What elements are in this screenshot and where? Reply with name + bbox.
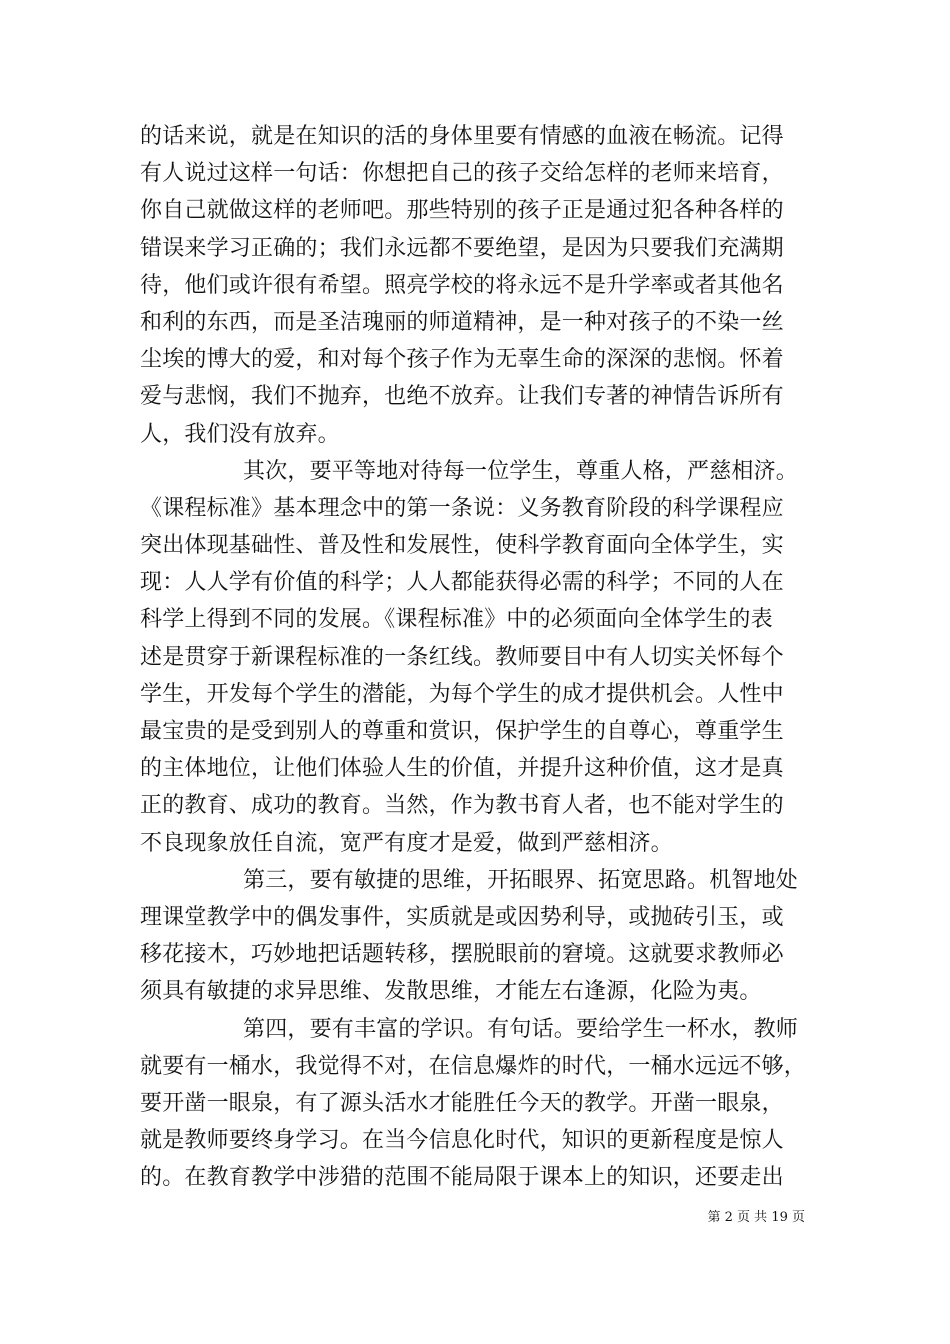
text-line: 移花接木，巧妙地把话题转移，摆脱眼前的窘境。这就要求教师必 [140, 942, 784, 968]
text-line: 须具有敏捷的求异思维、发散思维，才能左右逢源，化险为夷。 [140, 979, 762, 1005]
text-line: 突出体现基础性、普及性和发展性，使科学教育面向全体学生，实 [140, 533, 784, 559]
paragraph-start-line: 第三，要有敏捷的思维，开拓眼界、拓宽思路。机智地处 [243, 867, 799, 893]
page-number-footer: 第 2 页 共 19 页 [707, 1210, 805, 1225]
text-line: 有人说过这样一句话：你想把自己的孩子交给怎样的老师来培育， [140, 161, 784, 187]
text-line: 不良现象放任自流，宽严有度才是爱，做到严慈相济。 [140, 830, 673, 856]
text-line: 待，他们或许很有希望。照亮学校的将永远不是升学率或者其他名 [140, 272, 784, 298]
body-text [140, 118, 830, 1196]
text-line: 错误来学习正确的；我们永远都不要绝望，是因为只要我们充满期 [140, 235, 784, 261]
text-line: 就是教师要终身学习。在当今信息化时代，知识的更新程度是惊人 [140, 1128, 784, 1154]
text-line: 现：人人学有价值的科学；人人都能获得必需的科学；不同的人在 [140, 570, 784, 596]
text-line: 爱与悲悯，我们不抛弃，也绝不放弃。让我们专著的神情告诉所有 [140, 384, 784, 410]
text-line: 理课堂教学中的偶发事件，实质就是或因势利导，或抛砖引玉，或 [140, 904, 784, 930]
text-line: 和利的东西，而是圣洁瑰丽的师道精神，是一种对孩子的不染一丝 [140, 309, 784, 335]
text-line: 就要有一桶水，我觉得不对，在信息爆炸的时代，一桶水远远不够， [140, 1053, 807, 1079]
text-line: 的话来说，就是在知识的活的身体里要有情感的血液在畅流。记得 [140, 124, 784, 149]
text-line: 《课程标准》基本理念中的第一条说：义务教育阶段的科学课程应 [140, 495, 784, 521]
text-line: 学生，开发每个学生的潜能，为每个学生的成才提供机会。人性中 [140, 681, 784, 707]
text-line: 述是贯穿于新课程标准的一条红线。教师要目中有人切实关怀每个 [140, 644, 784, 670]
text-line: 的。在教育教学中涉猎的范围不能局限于课本上的知识，还要走出 [140, 1165, 784, 1191]
text-line: 尘埃的博大的爱，和对每个孩子作为无辜生命的深深的悲悯。怀着 [140, 347, 784, 373]
text-line: 最宝贵的是受到别人的尊重和赏识，保护学生的自尊心，尊重学生 [140, 719, 784, 744]
text-line: 科学上得到不同的发展。《课程标准》中的必须面向全体学生的表 [140, 607, 773, 633]
text-line: 人，我们没有放弃。 [140, 421, 340, 447]
text-line: 你自己就做这样的老师吧。那些特别的孩子正是通过犯各种各样的 [140, 198, 784, 224]
paragraph-start-line: 第四，要有丰富的学识。有句话。要给学生一杯水，教师 [243, 1016, 799, 1042]
text-line: 的主体地位，让他们体验人生的价值，并提升这种价值，这才是真 [140, 756, 784, 782]
text-line: 要开凿一眼泉，有了源头活水才能胜任今天的教学。开凿一眼泉， [140, 1090, 784, 1116]
text-line: 正的教育、成功的教育。当然，作为教书育人者，也不能对学生的 [140, 793, 784, 819]
paragraph-start-line: 其次，要平等地对待每一位学生，尊重人格，严慈相济。 [243, 458, 799, 484]
